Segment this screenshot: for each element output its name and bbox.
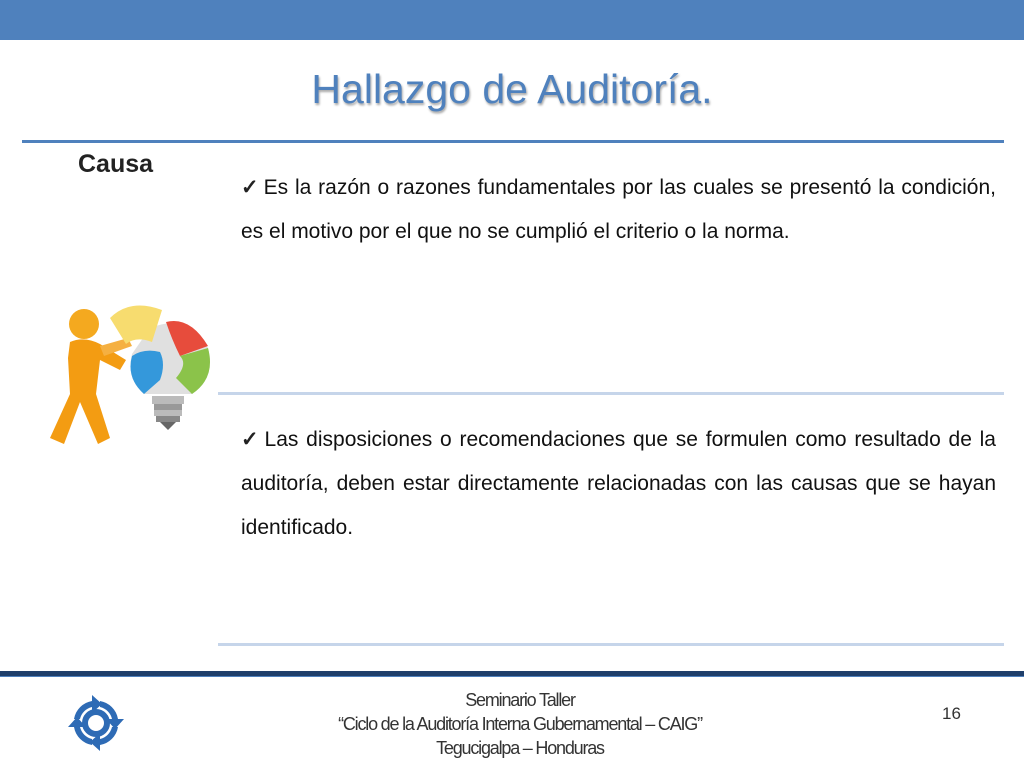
footer-line-2: “Ciclo de la Auditoría Interna Gubernamental – CAIG” <box>338 714 702 734</box>
check-icon: ✓ <box>241 428 261 451</box>
top-banner <box>0 0 1024 40</box>
section-label: Causa <box>78 150 154 178</box>
bullet-1 <box>241 166 996 254</box>
separator-line <box>218 643 1004 646</box>
page-number: 16 <box>942 704 961 723</box>
title-divider <box>22 140 1004 143</box>
puzzle-bulb <box>110 306 210 431</box>
separator-line <box>218 392 1004 395</box>
bullet-2 <box>241 418 996 550</box>
slide-title: Hallazgo de Auditoría. <box>311 66 713 112</box>
footer-line-3: Tegucigalpa – Honduras <box>436 738 604 758</box>
circular-arrows-logo-icon <box>66 693 126 753</box>
footer-caption <box>270 688 770 760</box>
footer-line-1: Seminario Taller <box>465 690 575 710</box>
bullet-2-text: Las disposiciones o recomendaciones que se formulen como resultado de la auditoría, deben estar directamente relacionadas con las causas que se hayan identificado. <box>241 428 996 539</box>
check-icon: ✓ <box>241 176 260 199</box>
bullet-1-text: Es la razón o razones fundamentales por las cuales se presentó la condición, es el motivo por el que no se cumplió el criterio o la norma. <box>241 176 996 243</box>
footer-divider-thin <box>0 676 1024 677</box>
person-assembling-puzzle-lightbulb-icon <box>40 298 220 458</box>
